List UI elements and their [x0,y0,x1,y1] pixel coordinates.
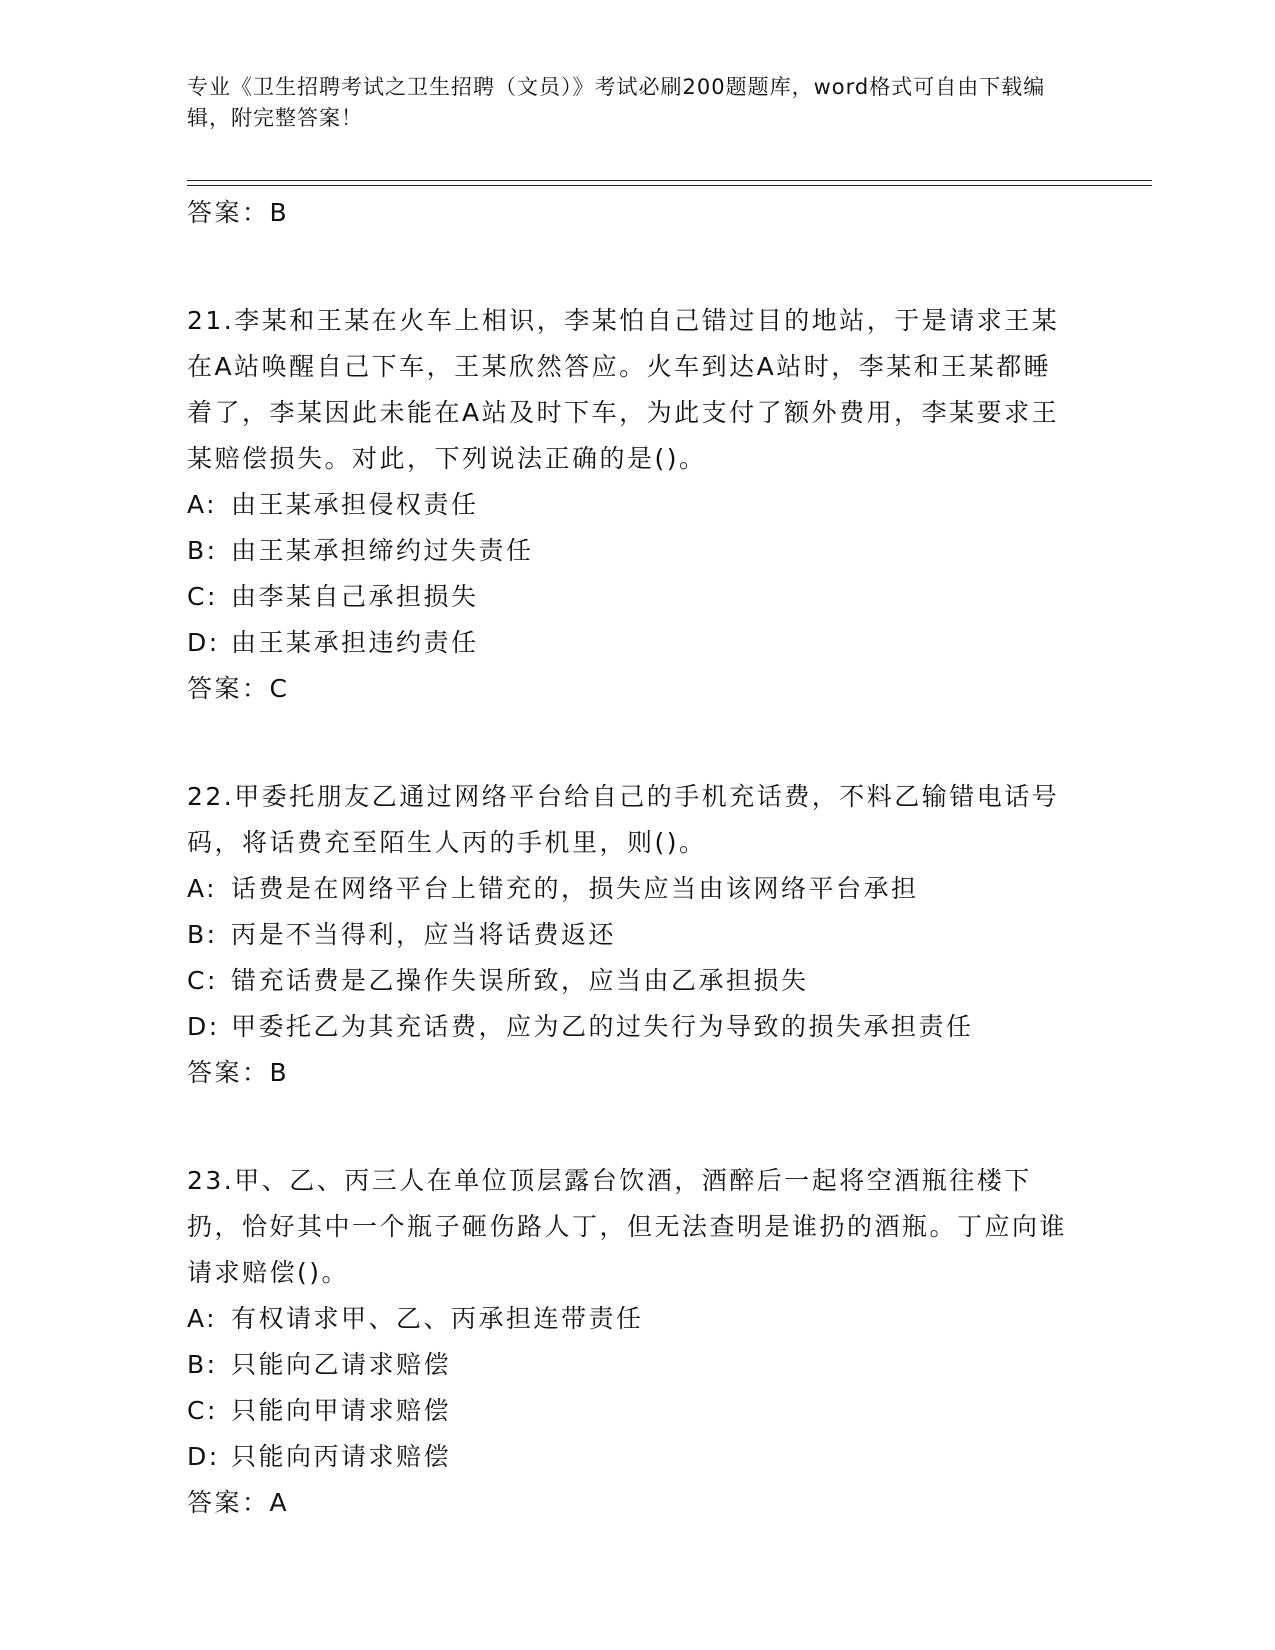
document-body [187,190,1087,1526]
option-text: 话费是在网络平台上错充的，损失应当由该网络平台承担 [231,874,919,903]
answer-prefix: 答案： [187,674,270,703]
answer-line [187,1050,1087,1096]
option-text: 丙是不当得利，应当将话费返还 [231,920,617,949]
header-divider-thin [187,185,1152,186]
option-b [187,1342,1087,1388]
option-label: D: [187,628,220,657]
option-b [187,912,1087,958]
option-label: B: [187,1350,218,1379]
question-block [187,774,1087,1096]
option-a [187,866,1087,912]
answer-value: C [269,674,290,703]
option-a [187,1296,1087,1342]
option-text: 有权请求甲、乙、丙承担连带责任 [231,1304,644,1333]
option-text: 由王某承担缔约过失责任 [231,536,534,565]
question-stem: 23.甲、乙、丙三人在单位顶层露台饮酒，酒醉后一起将空酒瓶往楼下扔，恰好其中一个瓶子砸伤路人丁，但无法查明是谁扔的酒瓶。丁应向谁请求赔偿()。 [187,1166,1068,1287]
option-d [187,620,1087,666]
option-text: 甲委托乙为其充话费，应为乙的过失行为导致的损失承担责任 [231,1012,974,1041]
option-c [187,1388,1087,1434]
answer-value: A [269,1488,290,1517]
answer-line [187,190,1087,236]
page-header: 专业《卫生招聘考试之卫生招聘（文员）》考试必刷200题题库，word格式可自由下载编辑，附完整答案！ [187,75,1046,130]
option-label: B: [187,920,218,949]
option-label: C: [187,966,218,995]
option-text: 只能向甲请求赔偿 [231,1396,452,1425]
answer-prefix: 答案： [187,198,270,227]
option-text: 错充话费是乙操作失误所致，应当由乙承担损失 [231,966,809,995]
option-text: 只能向乙请求赔偿 [231,1350,452,1379]
answer-value: B [269,198,290,227]
answer-value: B [269,1058,290,1087]
answer-prefix: 答案： [187,1488,270,1517]
option-label: D: [187,1442,220,1471]
option-text: 只能向丙请求赔偿 [231,1442,452,1471]
answer-prefix: 答案： [187,1058,270,1087]
answer-line [187,1480,1087,1526]
option-c [187,574,1087,620]
question-block [187,298,1087,712]
option-b [187,528,1087,574]
question-stem: 22.甲委托朋友乙通过网络平台给自己的手机充话费，不料乙输错电话号码，将话费充至陌生人丙的手机里，则()。 [187,782,1060,857]
option-text: 由李某自己承担损失 [231,582,479,611]
option-c [187,958,1087,1004]
option-text: 由王某承担侵权责任 [231,490,479,519]
answer-line [187,666,1087,712]
option-label: C: [187,1396,218,1425]
question-stem: 21.李某和王某在火车上相识，李某怕自己错过目的地站，于是请求王某在A站唤醒自己下车，王某欣然答应。火车到达A站时，李某和王某都睡着了，李某因此未能在A站及时下车，为此支付了额外费用，李某要求王某赔偿损失。对此，下列说法正确的是()。 [187,306,1060,473]
option-label: A: [187,1304,218,1333]
option-text: 由王某承担违约责任 [231,628,479,657]
option-a [187,482,1087,528]
option-label: A: [187,874,218,903]
option-label: B: [187,536,218,565]
option-label: A: [187,490,218,519]
option-d [187,1004,1087,1050]
option-d [187,1434,1087,1480]
option-label: D: [187,1012,220,1041]
header-divider-thick [187,180,1152,181]
option-label: C: [187,582,218,611]
question-block [187,1158,1087,1526]
